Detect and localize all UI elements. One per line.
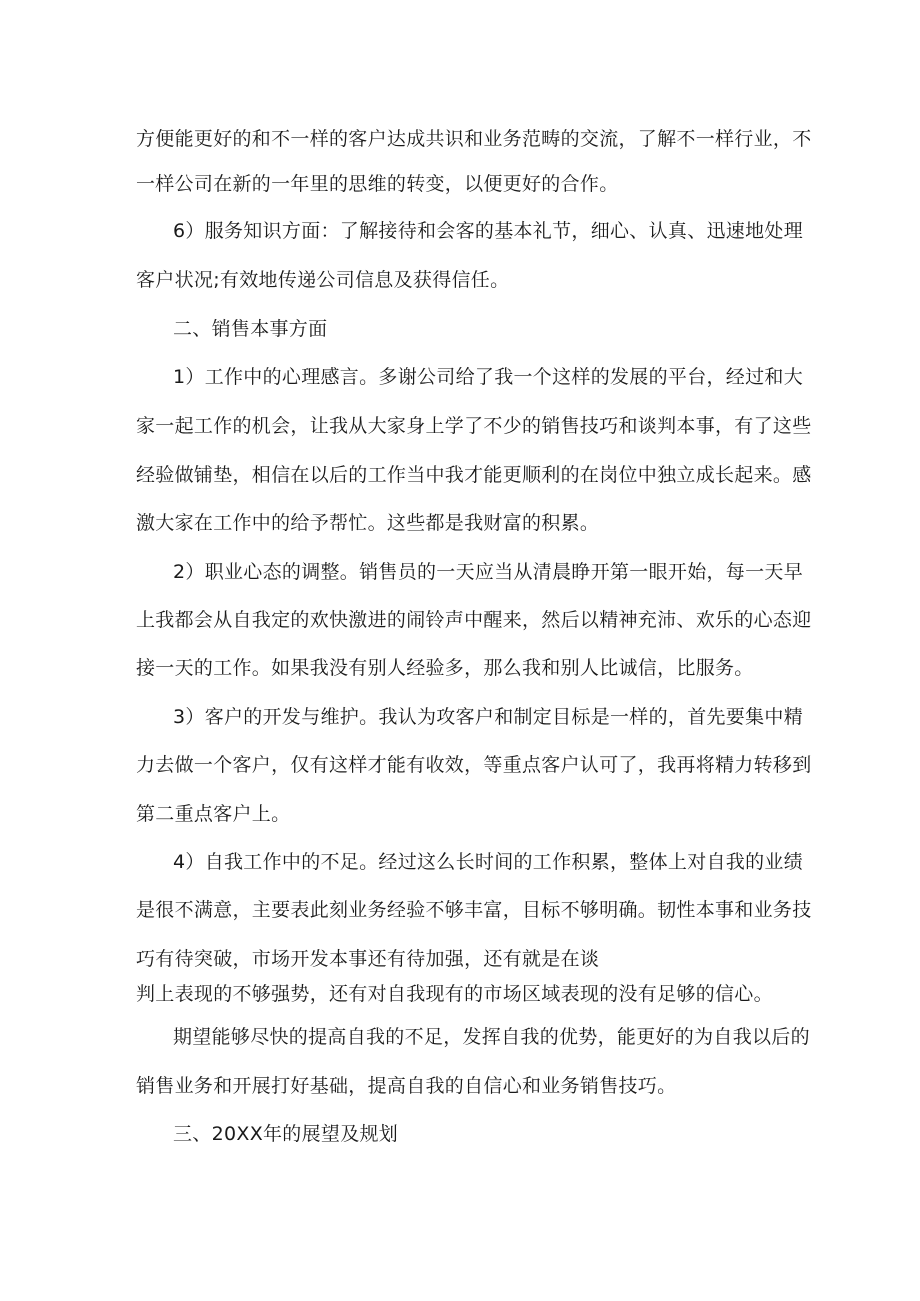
- text-line: 力去做一个客户，仅有这样才能有收效，等重点客户认可了，我再将精力转移到: [136, 754, 812, 776]
- text-line: 激大家在工作中的给予帮忙。这些都是我财富的积累。: [136, 512, 600, 534]
- text-line: 销售业务和开展打好基础，提高自我的自信心和业务销售技巧。: [136, 1075, 677, 1097]
- text-line: 1）工作中的心理感言。多谢公司给了我一个这样的发展的平台，经过和大: [173, 366, 803, 388]
- text-line: 家一起工作的机会，让我从大家身上学了不少的销售技巧和谈判本事，有了这些: [136, 415, 812, 437]
- text-line: 接一天的工作。如果我没有别人经验多，那么我和别人比诚信，比服务。: [136, 657, 754, 679]
- text-line: 一样公司在新的一年里的思维的转变，以便更好的合作。: [136, 173, 619, 195]
- text-line: 是很不满意，主要表此刻业务经验不够丰富，目标不够明确。韧性本事和业务技: [136, 899, 812, 921]
- text-line: 3）客户的开发与维护。我认为攻客户和制定目标是一样的，首先要集中精: [173, 706, 803, 728]
- text-line: 上我都会从自我定的欢快激进的闹铃声中醒来，然后以精神充沛、欢乐的心态迎: [136, 609, 812, 631]
- text-line: 客户状况;有效地传递公司信息及获得信任。: [136, 269, 510, 291]
- text-line: 6）服务知识方面：了解接待和会客的基本礼节，细心、认真、迅速地处理: [173, 220, 803, 242]
- text-line: 巧有待突破，市场开发本事还有待加强，还有就是在谈: [136, 948, 600, 970]
- text-line: 4）自我工作中的不足。经过这么长时间的工作积累，整体上对自我的业绩: [173, 851, 803, 873]
- text-line: 方便能更好的和不一样的客户达成共识和业务范畴的交流，了解不一样行业，不: [136, 128, 812, 150]
- text-line: 经验做铺垫，相信在以后的工作当中我才能更顺利的在岗位中独立成长起来。感: [136, 464, 812, 486]
- section-heading: 二、销售本事方面: [173, 318, 328, 340]
- text-line: 第二重点客户上。: [136, 803, 291, 825]
- text-line: 2）职业心态的调整。销售员的一天应当从清晨睁开第一眼开始，每一天早: [173, 561, 803, 583]
- section-heading: 三、20XX年的展望及规划: [173, 1123, 399, 1145]
- text-line: 判上表现的不够强势，还有对自我现有的市场区域表现的没有足够的信心。: [136, 983, 773, 1005]
- text-line: 期望能够尽快的提高自我的不足，发挥自我的优势，能更好的为自我以后的: [173, 1026, 810, 1048]
